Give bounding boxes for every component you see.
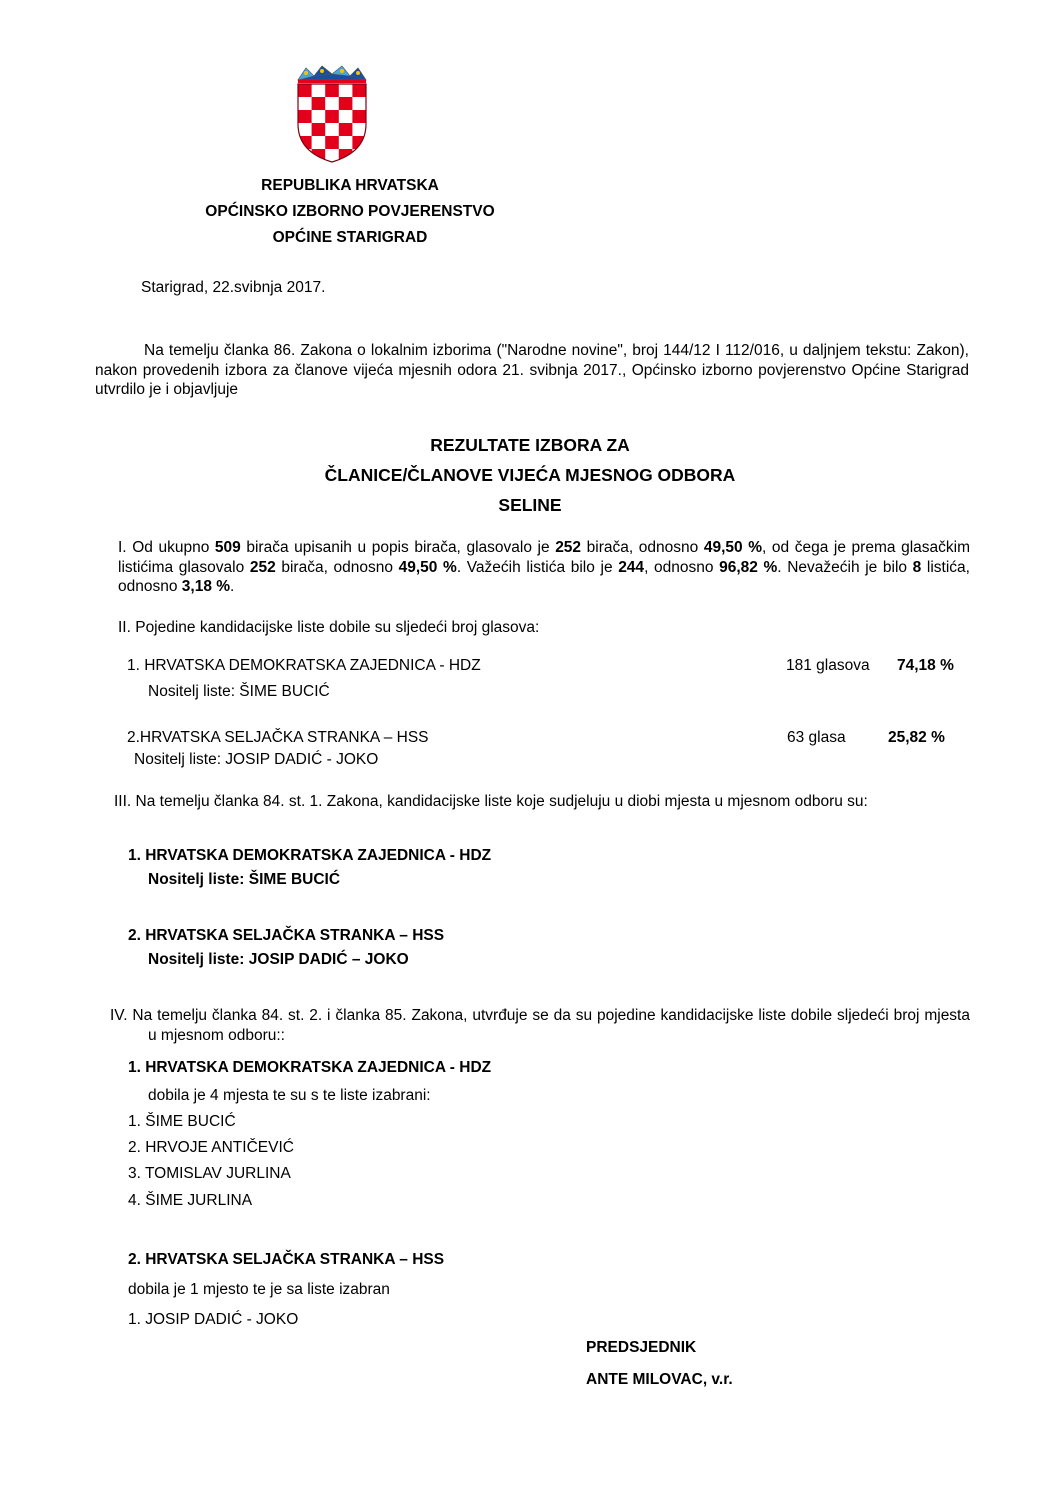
valid-ballots: 244 — [618, 558, 645, 576]
valid-percent: 96,82 % — [719, 558, 778, 576]
header-commission: OPĆINSKO IZBORNO POVJERENSTVO — [205, 203, 495, 220]
result-votes: 63 glasa — [787, 729, 846, 746]
participating-list-name: 1. HRVATSKA DEMOKRATSKA ZAJEDNICA - HDZ — [128, 847, 492, 864]
shield-red-square — [325, 136, 339, 149]
seat-list-note: dobila je 1 mjesto te je sa liste izabran — [128, 1281, 390, 1298]
seat-list-note: dobila je 4 mjesta te su s te liste izabrani: — [148, 1087, 431, 1104]
seat-list-name: 1. HRVATSKA DEMOKRATSKA ZAJEDNICA - HDZ — [128, 1059, 492, 1076]
participating-list-holder: Nositelj liste: JOSIP DADIĆ – JOKO — [148, 951, 409, 968]
seat-list-name: 2. HRVATSKA SELJAČKA STRANKA – HSS — [128, 1251, 445, 1268]
result-percent: 25,82 % — [888, 729, 945, 746]
shield-red-square — [339, 97, 353, 110]
shield-red-square — [339, 123, 353, 136]
result-percent: 74,18 % — [897, 657, 954, 674]
shield-red-square — [312, 97, 326, 110]
header-municipality: OPĆINE STARIGRAD — [272, 229, 428, 246]
turnout-percent: 49,50 % — [703, 539, 762, 556]
result-list-holder: Nositelj liste: ŠIME BUCIĆ — [148, 683, 330, 700]
participating-list-holder: Nositelj liste: ŠIME BUCIĆ — [148, 871, 341, 888]
elected-member: 4. ŠIME JURLINA — [128, 1192, 253, 1209]
document-title-line1: REZULTATE IZBORA ZA — [430, 435, 630, 455]
document-date: Starigrad, 22.svibnja 2017. — [141, 279, 326, 296]
shield-red-square — [325, 84, 339, 97]
shield-red-square — [298, 84, 312, 97]
section-3-heading: III. Na temelju članka 84. st. 1. Zakona, kandidacijske liste koje sudjeluju u diobi mjesta u mjesnom odboru su: — [114, 793, 868, 810]
elected-member: 1. ŠIME BUCIĆ — [128, 1113, 236, 1130]
shield-red-square — [352, 84, 366, 97]
shield-red-square — [352, 110, 366, 123]
elected-member: 1. JOSIP DADIĆ - JOKO — [128, 1311, 299, 1328]
shield-red-square — [312, 149, 326, 162]
participating-list-name: 2. HRVATSKA SELJAČKA STRANKA – HSS — [128, 927, 445, 944]
document-title-line3: SELINE — [498, 495, 562, 515]
shield-red-square — [325, 110, 339, 123]
elected-member: 2. HRVOJE ANTIČEVIĆ — [128, 1139, 294, 1156]
invalid-percent: 3,18 % — [181, 578, 231, 595]
voted-count: 252 — [555, 539, 582, 556]
ballot-percent: 49,50 % — [398, 558, 457, 576]
section-1-turnout: I. Od ukupno 509 birača upisanih u popis birača, glasovalo je 252 birača, odnosno 49,50 %, od čega je prema glasačkim listićima glasovalo 252 birača, odnosno 49,50 %. Važećih listića bilo je 244, odnosno 96,82 %. Nevažećih je bilo 8 listića, odnosno 3,18 %. — [118, 539, 970, 595]
registered-voters: 509 — [214, 539, 241, 556]
section-2-heading: II. Pojedine kandidacijske liste dobile su sljedeći broj glasova: — [118, 619, 540, 636]
shield-red-square — [339, 149, 353, 162]
elected-member: 3. TOMISLAV JURLINA — [128, 1165, 291, 1182]
shield-red-square — [312, 123, 326, 136]
result-list-name: 1. HRVATSKA DEMOKRATSKA ZAJEDNICA - HDZ — [127, 657, 481, 674]
shield-red-square — [298, 110, 312, 123]
signature-role: PREDSJEDNIK — [586, 1339, 697, 1356]
coat-of-arms — [292, 64, 372, 164]
document-title-line2: ČLANICE/ČLANOVE VIJEĆA MJESNOG ODBORA — [324, 465, 736, 485]
ballot-count: 252 — [249, 558, 276, 576]
header-republic: REPUBLIKA HRVATSKA — [261, 177, 439, 194]
coat-of-arms-icon — [292, 64, 372, 164]
result-list-holder: Nositelj liste: JOSIP DADIĆ - JOKO — [134, 751, 379, 768]
result-votes: 181 glasova — [786, 657, 870, 674]
result-list-name: 2.HRVATSKA SELJAČKA STRANKA – HSS — [127, 729, 429, 746]
section-4-heading: IV. Na temelju članka 84. st. 2. i članka 85. Zakona, utvrđuje se da su pojedine kandidacijske liste dobile sljedeći broj mjesta u mjesnom odboru:: — [110, 1007, 970, 1044]
invalid-ballots: 8 — [912, 558, 922, 576]
intro-paragraph: Na temelju članka 86. Zakona o lokalnim izborima ("Narodne novine", broj 144/12 I 112/016, u daljnjem tekstu: Zakon), nakon provedenih izbora za članove vijeća mjesnih odora 21. svibnja 2017., Općinsko izborno povjerenstvo Općine Starigrad utvrdilo je i objavljuje — [95, 342, 969, 398]
signature-name: ANTE MILOVAC, v.r. — [586, 1371, 733, 1388]
